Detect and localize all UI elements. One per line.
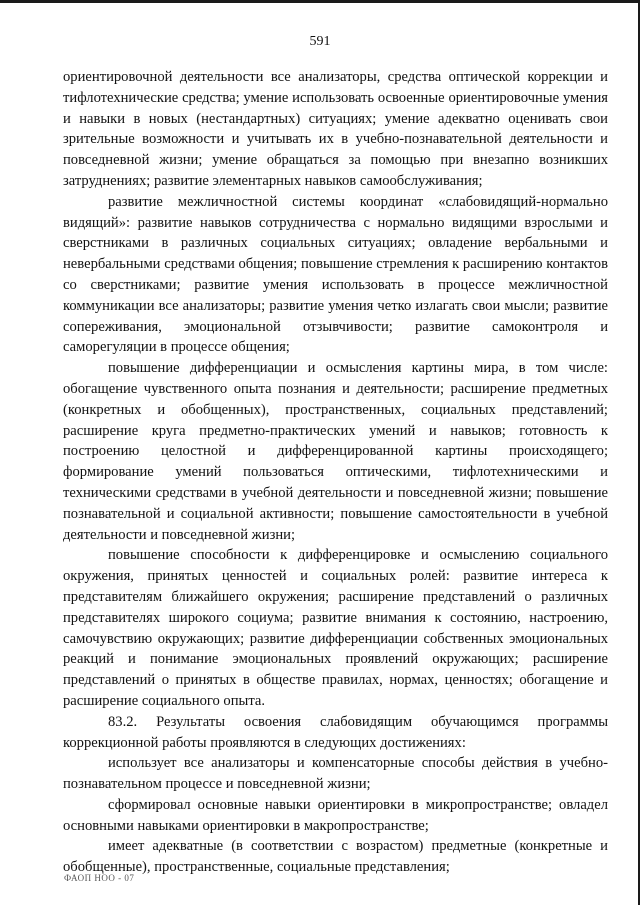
paragraph-results-heading: 83.2. Результаты освоения слабовидящим обучающимся программы коррекционной работы проявляются в следующих достижениях: (63, 713, 608, 751)
paragraph-result-analyzers: использует все анализаторы и компенсаторные способы действия в учебно-познавательном процессе и повседневной жизни; (63, 755, 608, 793)
footer-code: ФАОП НОО - 07 (64, 873, 135, 883)
paragraph-interpersonal: развитие межличностной системы координат «слабовидящий-нормально видящий»: развитие навыков сотрудничества с нормально видящими взрослыми и сверстниками в различных социальных ситуациях; овладение вербальными и невербальными средствами общения; повышение стремления к расширению контактов со сверстниками; развитие умения использовать в процессе межличностной коммуникации все анализаторы; развитие умения четко излагать свои мысли; развитие сопереживания, эмоциональной отзывчивости; развитие самоконтроля и саморегуляции в процессе общения; (63, 193, 608, 356)
paragraph-continuation: ориентировочной деятельности все анализаторы, средства оптической коррекции и тифлотехнические средства; умение использовать освоенные ориентировочные умения и навыки в новых (нестандартных) ситуациях; умение адекватно оценивать свои зрительные возможности и учитывать их в учебно-познавательной деятельности и повседневной жизни; умение обращаться за помощью при внезапно возникших затруднениях; развитие элементарных навыков самообслуживания; (63, 69, 608, 189)
body-text (63, 67, 608, 878)
page-number: 591 (309, 34, 331, 49)
scan-edge-top (0, 0, 640, 3)
paragraph-result-orientation: сформировал основные навыки ориентировки в микропространстве; овладел основными навыками ориентировки в макропространстве; (63, 796, 608, 834)
paragraph-social-environment: повышение способности к дифференцировке и осмыслению социального окружения, принятых ценностей и социальных ролей: развитие интереса к представителям ближайшего окружения; расширение представлений о различных представителях широкого социума; развитие внимания к состоянию, настроению, самочувствию окружающих; развитие дифференциации собственных эмоциональных реакций и понимание эмоциональных проявлений окружающих; расширение представлений о принятых в обществе правилах, нормах, ценностях; обогащение и расширение социального опыта. (63, 547, 608, 709)
paragraph-world-picture: повышение дифференциации и осмысления картины мира, в том числе: обогащение чувственного опыта познания и деятельности; расширение предметных (конкретных и обобщенных), пространственных, социальных представлений; расширение круга предметно-практических умений и навыков; готовность к построению целостной и дифференцированной картины происходящего; формирование умений пользоваться оптическими, тифлотехническими и техническими средствами в учебной деятельности и повседневной жизни; повышение познавательной и социальной активности; повышение самостоятельности в учебной деятельности и повседневной жизни; (63, 360, 608, 543)
paragraph-result-representations: имеет адекватные (в соответствии с возрастом) предметные (конкретные и обобщенные), пространственные, социальные представления; (63, 838, 608, 876)
